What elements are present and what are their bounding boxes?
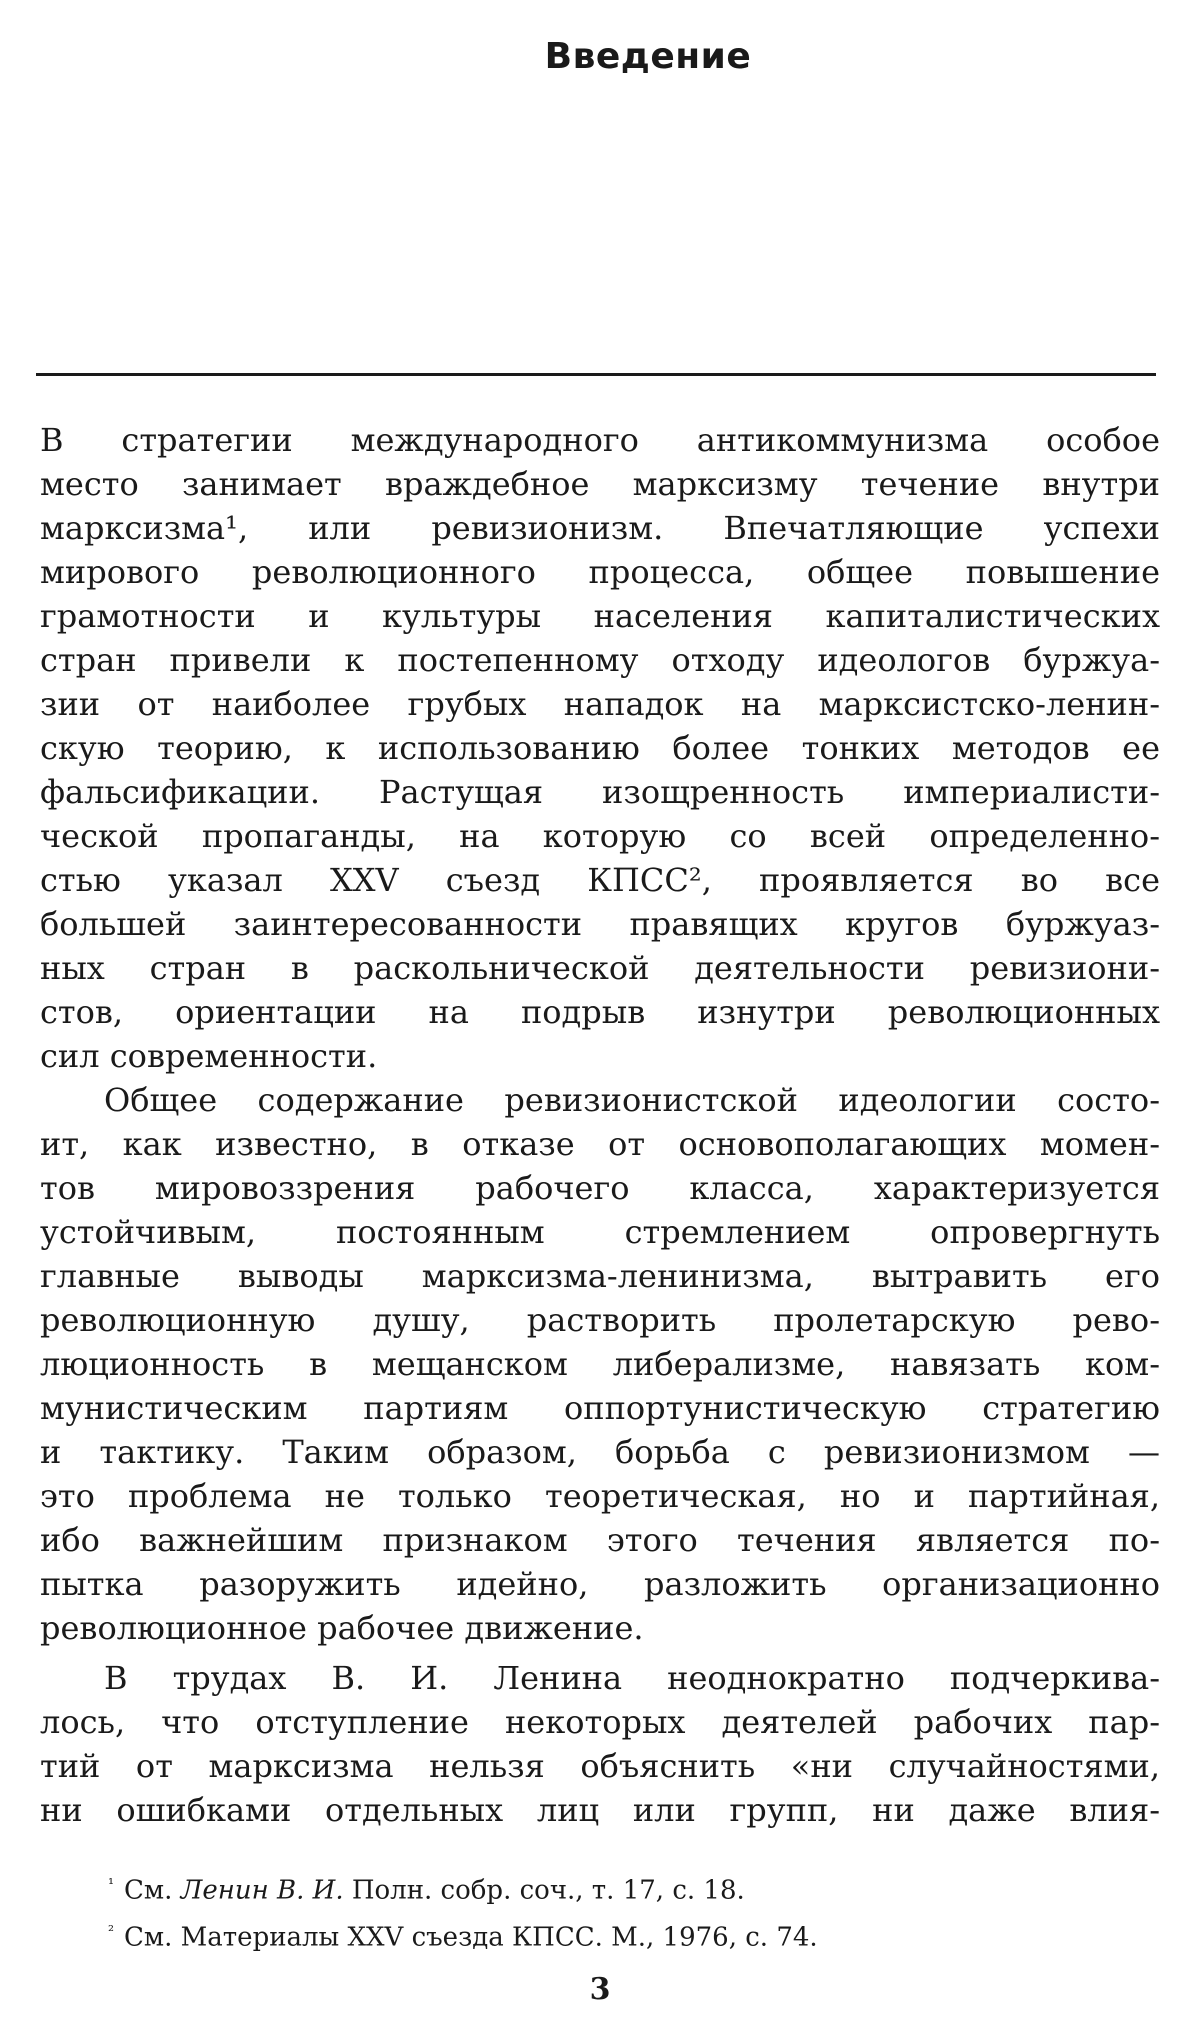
- text-line: марксизма¹, или ревизионизм. Впечатляющие успехи: [40, 509, 1160, 547]
- text-line: мирового революционного процесса, общее повышение: [40, 553, 1160, 591]
- footnote-1: [108, 1864, 1128, 1911]
- text-line: люционность в мещанском либерализме, навязать ком-: [40, 1345, 1160, 1383]
- text-line: это проблема не только теоретическая, но и партийная,: [40, 1477, 1160, 1515]
- text-line: сил современности.: [40, 1037, 378, 1075]
- paragraph-2: [40, 1078, 1160, 1650]
- footnote-prefix: См.: [124, 1922, 173, 1953]
- text-line: фальсификации. Растущая изощренность империалисти-: [40, 773, 1160, 811]
- page-number: 3: [589, 1972, 611, 2007]
- footnotes: [108, 1864, 1128, 1957]
- paragraph-3: [40, 1656, 1160, 1832]
- text-line: тий от марксизма нельзя объяснить «ни случайностями,: [40, 1747, 1160, 1785]
- paragraph-1: [40, 418, 1160, 1078]
- text-line: зии от наиболее грубых нападок на марксистско-ленин-: [40, 685, 1160, 723]
- body-text: [40, 418, 1160, 1832]
- footnote-prefix: См.: [124, 1875, 173, 1906]
- text-line: большей заинтересованности правящих кругов буржуаз-: [40, 905, 1160, 943]
- text-line: ных стран в раскольнической деятельности ревизиони-: [40, 949, 1160, 987]
- text-line: устойчивым, постоянным стремлением опровергнуть: [40, 1213, 1160, 1251]
- chapter-title: Введение: [544, 36, 752, 77]
- title-rule: [36, 373, 1156, 376]
- text-line: грамотности и культуры населения капиталистических: [40, 597, 1160, 635]
- footnote-mark: ²: [108, 1921, 115, 1940]
- text-line: стран привели к постепенному отходу идеологов буржуа-: [40, 641, 1160, 679]
- footnote-text: Материалы XXV съезда КПСС. М., 1976, с. 74.: [180, 1922, 818, 1953]
- text-line: тов мировоззрения рабочего класса, характеризуется: [40, 1169, 1160, 1207]
- text-line: ни ошибками отдельных лиц или групп, ни даже влия-: [40, 1791, 1160, 1829]
- text-line: главные выводы марксизма-ленинизма, вытравить его: [40, 1257, 1160, 1295]
- text-line: Общее содержание ревизионистской идеологии состо-: [104, 1081, 1160, 1119]
- text-line: скую теорию, к использованию более тонких методов ее: [40, 729, 1160, 767]
- text-line: В трудах В. И. Ленина неоднократно подчеркива-: [104, 1659, 1160, 1697]
- text-line: лось, что отступление некоторых деятелей рабочих пар-: [40, 1703, 1160, 1741]
- text-line: и тактику. Таким образом, борьба с ревизионизмом —: [40, 1433, 1160, 1471]
- text-line: стов, ориентации на подрыв изнутри революционных: [40, 993, 1160, 1031]
- text-line: революционное рабочее движение.: [40, 1609, 644, 1647]
- text-line: пытка разоружить идейно, разложить организационно: [40, 1565, 1160, 1603]
- text-line: революционную душу, растворить пролетарскую рево-: [40, 1301, 1160, 1339]
- footnote-author: Ленин В. И.: [180, 1875, 344, 1906]
- text-line: стью указал XXV съезд КПСС², проявляется во все: [40, 861, 1160, 899]
- text-line: ческой пропаганды, на которую со всей определенно-: [40, 817, 1160, 855]
- footnote-2: [108, 1911, 1128, 1958]
- text-line: ит, как известно, в отказе от основополагающих момен-: [40, 1125, 1160, 1163]
- text-line: мунистическим партиям оппортунистическую стратегию: [40, 1389, 1160, 1427]
- footnote-text: Полн. собр. соч., т. 17, с. 18.: [351, 1875, 745, 1906]
- footnote-mark: ¹: [108, 1875, 115, 1893]
- text-line: место занимает враждебное марксизму течение внутри: [40, 465, 1160, 503]
- text-line: ибо важнейшим признаком этого течения является по-: [40, 1521, 1160, 1559]
- text-line: В стратегии международного антикоммунизма особое: [40, 421, 1160, 459]
